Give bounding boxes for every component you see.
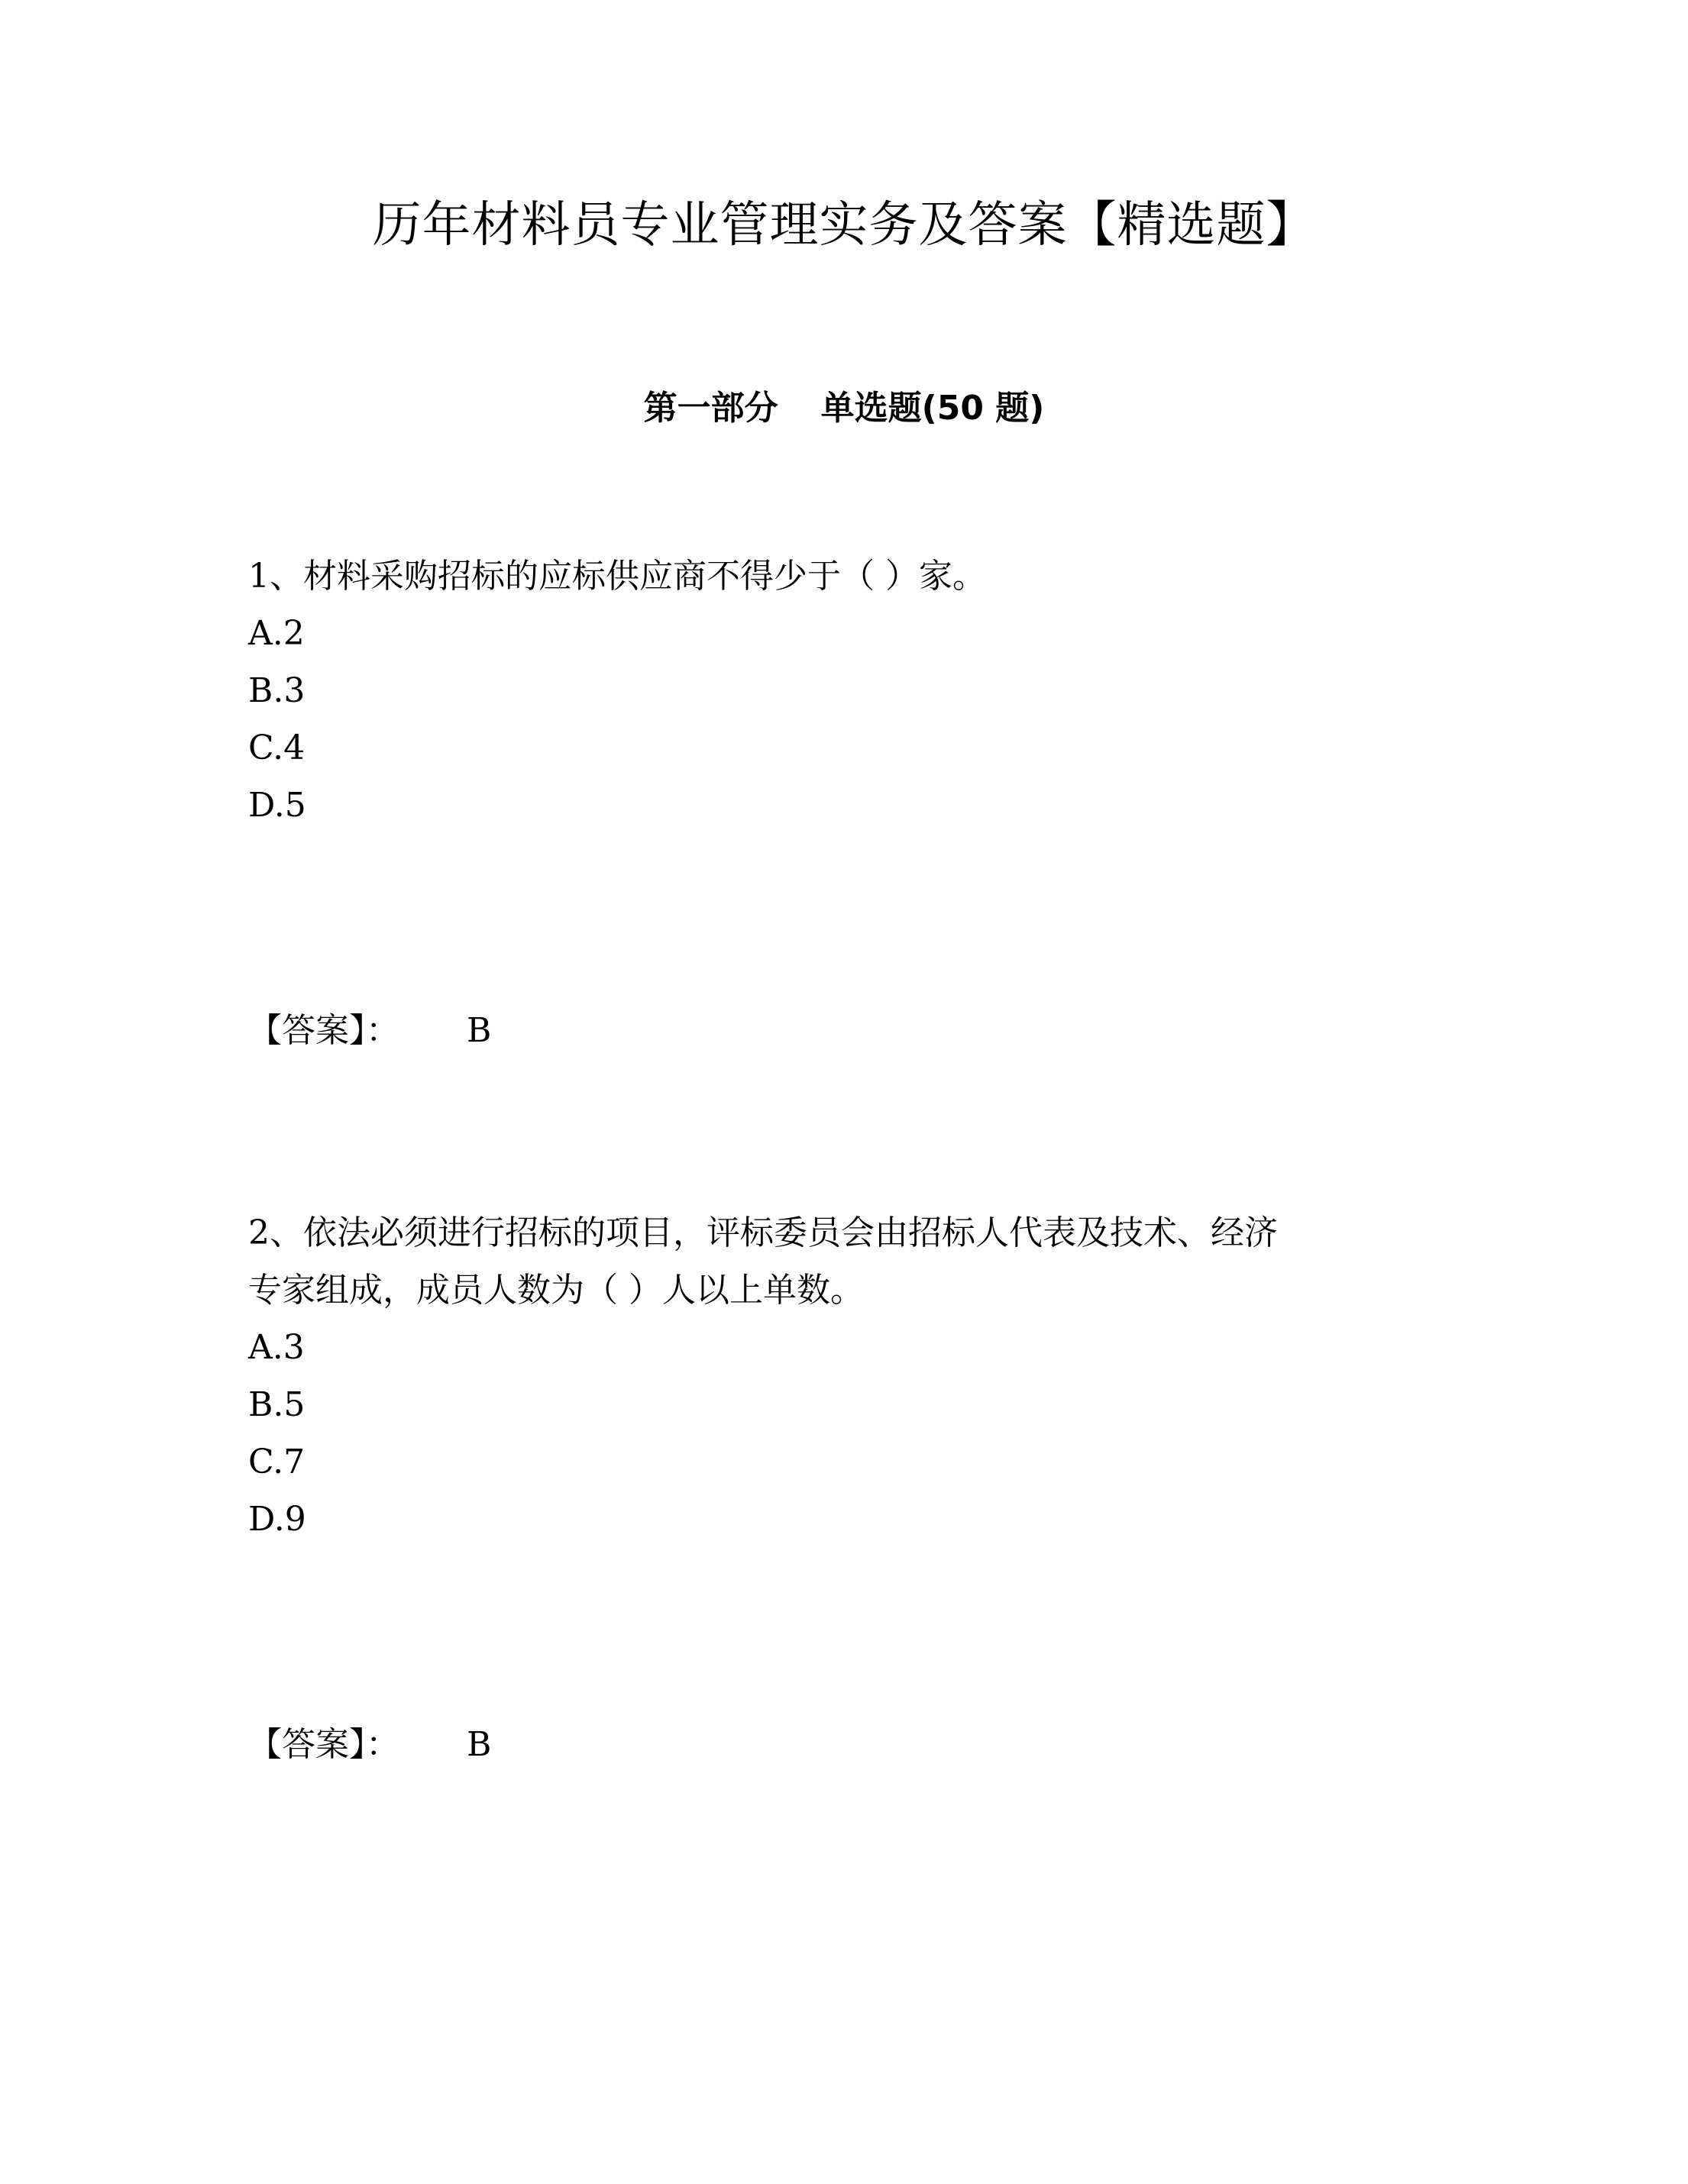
question-2-stem-line-1: 2、依法必须进行招标的项目，评标委员会由招标人代表及技术、经济 <box>248 1213 1278 1252</box>
section-part: 第一部分 <box>643 389 778 428</box>
section-heading <box>0 382 1688 435</box>
question-1-answer <box>248 1008 491 1054</box>
answer-value: B <box>467 1011 492 1050</box>
question-2-answer <box>248 1722 491 1768</box>
answer-label: 【答案】： <box>248 1011 399 1050</box>
question-1-option-d: D.5 <box>248 786 306 825</box>
question-2-option-c: C.7 <box>248 1443 306 1481</box>
question-2-option-d: D.9 <box>248 1500 306 1539</box>
section-name: 单选题(50 题) <box>820 389 1045 428</box>
answer-label: 【答案】： <box>248 1725 399 1764</box>
question-1-stem: 1、材料采购招标的应标供应商不得少于（ ）家。 <box>248 557 986 596</box>
document-title: 历年材料员专业管理实务及答案【精选题】 <box>372 197 1316 254</box>
question-2-stem-line-2: 专家组成，成员人数为（ ）人以上单数。 <box>248 1271 864 1310</box>
answer-value: B <box>467 1725 492 1764</box>
question-1-option-b: B.3 <box>248 671 306 710</box>
question-2-option-a: A.3 <box>248 1328 305 1367</box>
question-1-option-c: C.4 <box>248 729 306 767</box>
question-1-option-a: A.2 <box>248 614 305 653</box>
question-2-option-b: B.5 <box>248 1385 306 1424</box>
